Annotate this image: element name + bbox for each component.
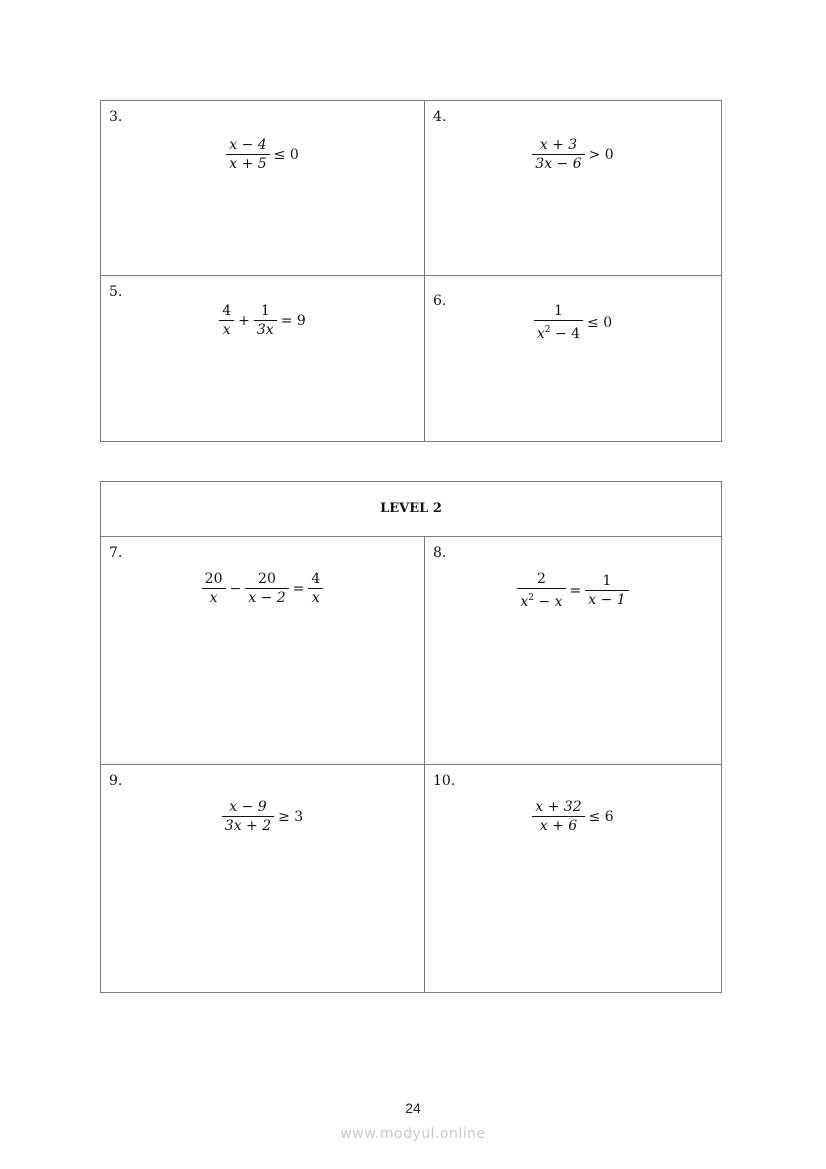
fraction: [202, 570, 226, 607]
fraction: [517, 570, 565, 611]
relation: ≤ 0: [587, 314, 613, 331]
level-title: LEVEL 2: [101, 482, 722, 537]
denominator: x: [311, 590, 320, 606]
numerator: 1: [534, 302, 583, 321]
denominator-rest: − x: [533, 594, 563, 610]
numerator: 1: [254, 302, 277, 321]
equals: =: [292, 580, 305, 597]
denominator: 3x: [256, 322, 274, 338]
problem-cell-7: [101, 537, 425, 765]
relation: > 0: [588, 146, 614, 163]
equation: [425, 302, 721, 343]
problem-cell-8: [425, 537, 722, 765]
problem-number: 8.: [433, 545, 447, 561]
exponent: 2: [544, 325, 551, 335]
equation: [101, 570, 424, 607]
problem-cell-4: [425, 101, 722, 276]
problem-number: 7.: [109, 545, 123, 561]
denominator: x: [209, 590, 218, 606]
fraction: [534, 302, 583, 343]
equation: [101, 136, 424, 173]
equals: =: [569, 582, 582, 599]
denominator-rest: − 4: [550, 326, 581, 342]
equation: [425, 136, 721, 173]
equation: [101, 798, 424, 835]
problem-cell-5: [101, 276, 425, 442]
problem-table-level-1: [100, 100, 722, 442]
numerator: 20: [245, 570, 288, 589]
fraction: [308, 570, 323, 607]
equation: [425, 570, 721, 611]
numerator: 20: [202, 570, 226, 589]
numerator: 4: [308, 570, 323, 589]
problem-number: 10.: [433, 773, 456, 789]
problem-cell-3: [101, 101, 425, 276]
numerator: 2: [517, 570, 565, 589]
fraction: [226, 136, 269, 173]
equation: [425, 798, 721, 835]
problem-cell-9: [101, 765, 425, 993]
exponent: 2: [528, 593, 534, 603]
denominator: 3x + 2: [224, 818, 272, 834]
denominator: [534, 321, 583, 343]
relation: ≤ 0: [273, 146, 299, 163]
equation: [101, 302, 424, 339]
numerator: x − 4: [226, 136, 269, 155]
relation: ≥ 3: [278, 808, 304, 825]
relation: = 9: [280, 312, 306, 329]
problem-number: 9.: [109, 773, 123, 789]
denominator: 3x − 6: [535, 156, 582, 172]
denominator: x + 5: [229, 156, 267, 172]
fraction: [585, 572, 628, 609]
base: x: [520, 594, 529, 610]
problem-number: 4.: [433, 109, 447, 125]
problem-number: 6.: [433, 293, 447, 309]
numerator: x + 32: [532, 798, 584, 817]
denominator: x: [222, 322, 231, 338]
fraction: [532, 798, 584, 835]
problem-table-level-2: [100, 481, 722, 993]
numerator: 4: [219, 302, 234, 321]
numerator: x + 3: [532, 136, 584, 155]
fraction: [222, 798, 274, 835]
page-number: 24: [405, 1100, 421, 1116]
operator: −: [229, 580, 242, 597]
problem-cell-6: [425, 276, 722, 442]
operator: +: [238, 312, 250, 329]
denominator: x − 2: [248, 590, 286, 606]
fraction: [254, 302, 277, 339]
numerator: x − 9: [222, 798, 274, 817]
denominator: [517, 589, 565, 611]
numerator: 1: [585, 572, 628, 591]
fraction: [532, 136, 584, 173]
denominator: x + 6: [539, 818, 578, 834]
relation: ≤ 6: [588, 808, 614, 825]
problem-number: 3.: [109, 109, 123, 125]
denominator: x − 1: [588, 592, 626, 608]
fraction: [245, 570, 288, 607]
fraction: [219, 302, 234, 339]
watermark: www.modyul.online: [340, 1126, 486, 1142]
problem-number: 5.: [109, 284, 123, 300]
base: x: [536, 326, 545, 342]
problem-cell-10: [425, 765, 722, 993]
